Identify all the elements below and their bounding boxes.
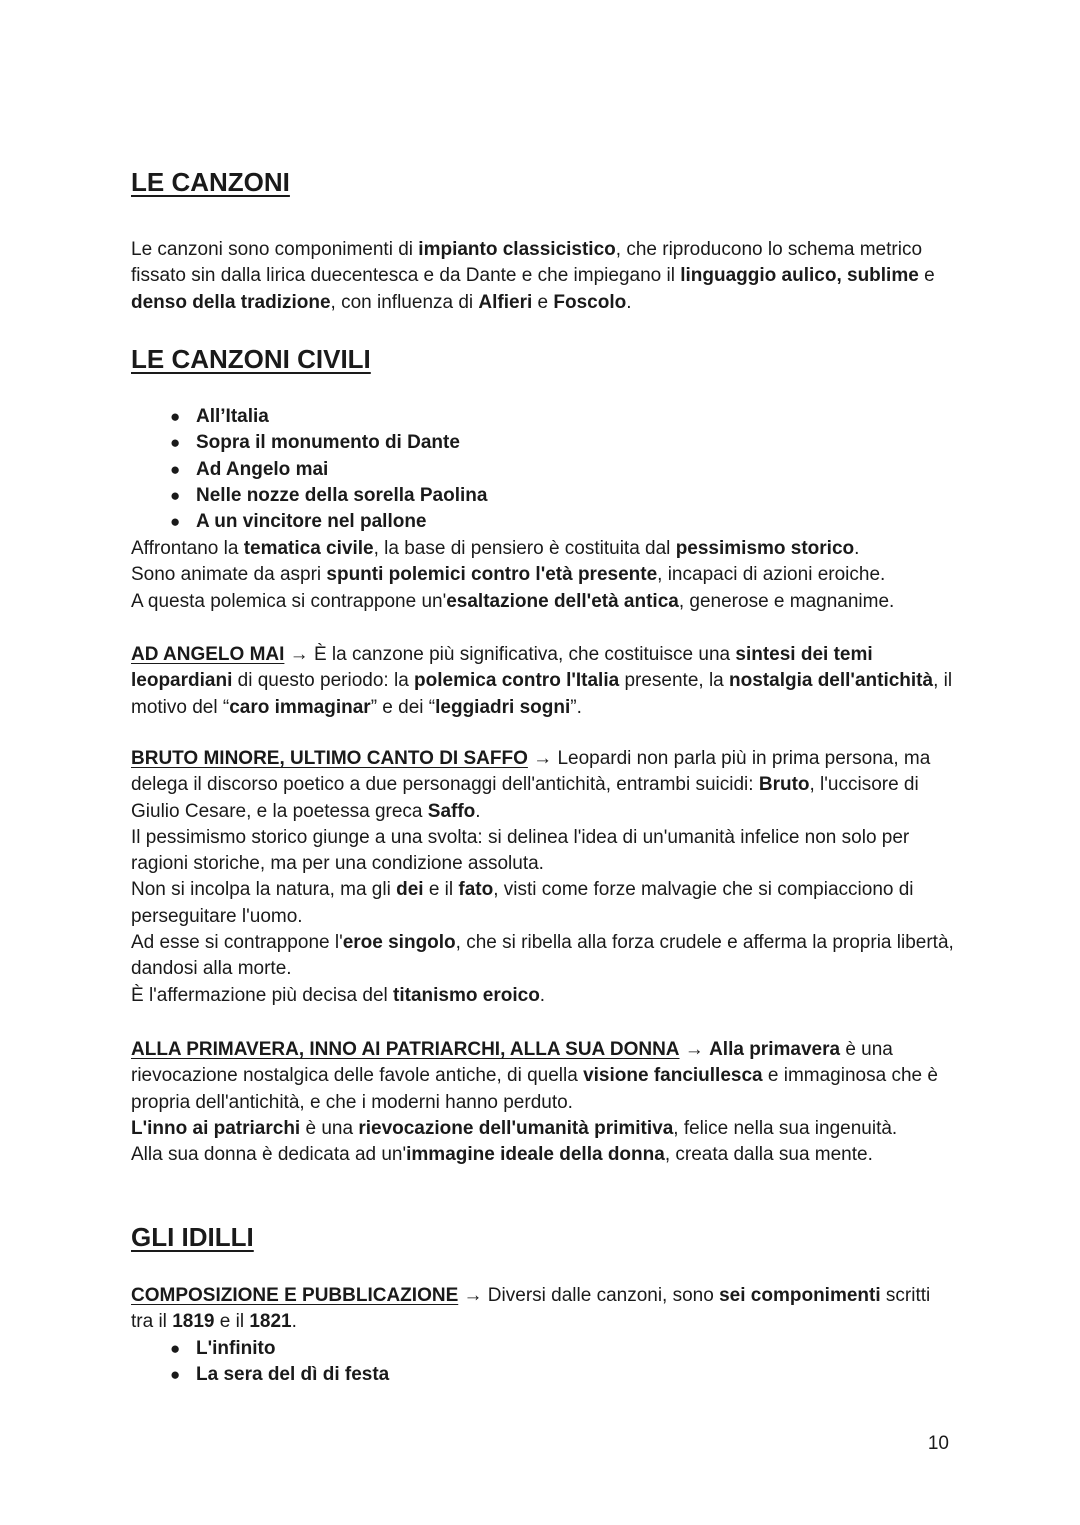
list-item-label: Nelle nozze della sorella Paolina bbox=[196, 484, 488, 506]
text-run: Non si incolpa la natura, ma gli bbox=[131, 879, 397, 901]
text-run: e il bbox=[214, 1311, 250, 1333]
list-item-label: A un vincitore nel pallone bbox=[196, 511, 427, 533]
bold-term: Saffo bbox=[427, 800, 476, 822]
text-run: Ad esse si contrappone l' bbox=[131, 932, 343, 954]
bold-term: immagine ideale della donna bbox=[406, 1144, 665, 1166]
text-run: → bbox=[679, 1039, 710, 1060]
list-item-label: Ad Angelo mai bbox=[196, 458, 329, 480]
list-item bbox=[131, 509, 487, 535]
list-item-label: L'infinito bbox=[196, 1338, 276, 1359]
bullet-icon: ● bbox=[170, 433, 181, 453]
bullet-icon: ● bbox=[170, 485, 181, 505]
bold-term: fato bbox=[458, 879, 494, 901]
text-run: scritti tra il bbox=[131, 1285, 931, 1333]
section-lead-label: AD ANGELO MAI bbox=[131, 644, 285, 665]
heading-idilli: GLI IDILLI bbox=[131, 1222, 254, 1252]
list-item-label: All’Italia bbox=[196, 406, 269, 427]
text-run: . bbox=[539, 984, 546, 1006]
bold-term: sintesi dei temi leopardiani bbox=[131, 644, 873, 692]
text-run: , l'uccisore di Giulio Cesare, e la poetessa greca bbox=[131, 774, 919, 822]
bullet-icon: ● bbox=[170, 1339, 181, 1358]
bold-term: leggiadri sogni bbox=[435, 696, 571, 718]
text-run: , che riproducono lo schema metrico fissato sin dalla lirica duecentesca e da Dante e che impiegano il bbox=[131, 239, 923, 287]
bold-term: spunti polemici contro l'età presente bbox=[326, 564, 658, 586]
paragraph-bruto-saffo bbox=[131, 746, 956, 1009]
bold-term: impianto classicistico bbox=[418, 239, 616, 260]
heading-le-canzoni: LE CANZONI bbox=[131, 167, 290, 197]
bold-term: linguaggio aulico, sublime bbox=[680, 265, 919, 287]
text-run: di questo periodo: la bbox=[232, 670, 415, 692]
text-run: , con influenza di bbox=[330, 291, 479, 313]
bold-term: Alla primavera bbox=[709, 1039, 841, 1060]
text-run: A questa polemica si contrappone un' bbox=[131, 590, 447, 612]
bold-term: Bruto bbox=[758, 774, 810, 796]
text-run: e immaginosa che è propria dell'antichità, e che i moderni hanno perduto. bbox=[131, 1065, 938, 1113]
text-run: , felice nella sua ingenuità. bbox=[673, 1117, 898, 1139]
bold-term: tematica civile bbox=[243, 538, 374, 559]
section-lead-label: COMPOSIZIONE E PUBBLICAZIONE bbox=[131, 1285, 459, 1306]
section-lead-label: BRUTO MINORE, ULTIMO CANTO DI SAFFO bbox=[131, 748, 528, 769]
bold-term: polemica contro l'Italia bbox=[414, 670, 620, 692]
list-item bbox=[131, 483, 487, 509]
text-run: , creata dalla sua mente. bbox=[664, 1144, 873, 1166]
bold-term: denso della tradizione bbox=[131, 291, 331, 313]
bold-term: caro immaginar bbox=[229, 696, 371, 718]
list-item bbox=[131, 404, 487, 430]
text-run: Alla sua donna è dedicata ad un' bbox=[131, 1144, 407, 1166]
bold-term: titanismo eroico bbox=[393, 984, 540, 1006]
bold-term: nostalgia dell'antichità bbox=[729, 670, 934, 692]
text-run: presente, la bbox=[619, 670, 730, 692]
text-run: , il motivo del “ bbox=[131, 670, 953, 718]
text-run: → È la canzone più significativa, che costituisce una bbox=[284, 644, 736, 665]
text-run: , generose e magnanime. bbox=[678, 590, 895, 612]
text-run: , la base di pensiero è costituita dal bbox=[373, 538, 676, 559]
list-canzoni-civili bbox=[131, 404, 487, 535]
section-lead-label: ALLA PRIMAVERA, INNO AI PATRIARCHI, ALLA SUA DONNA bbox=[131, 1039, 680, 1060]
text-run: . bbox=[854, 538, 860, 559]
list-item-label: Sopra il monumento di Dante bbox=[196, 432, 460, 454]
text-run: Le canzoni sono componimenti di bbox=[131, 239, 419, 260]
bold-term: rievocazione dell'umanità primitiva bbox=[358, 1117, 674, 1139]
text-run: ”. bbox=[570, 696, 582, 718]
bold-term: visione fanciullesca bbox=[583, 1065, 763, 1087]
bold-term: pessimismo storico bbox=[675, 538, 855, 559]
paragraph-primavera bbox=[131, 1037, 956, 1168]
list-item bbox=[131, 457, 487, 483]
text-run: e bbox=[918, 265, 935, 287]
text-run: . bbox=[291, 1311, 297, 1333]
bullet-icon: ● bbox=[170, 459, 181, 479]
text-run: Sono animate da aspri bbox=[131, 564, 327, 586]
bold-term: Foscolo bbox=[553, 291, 627, 313]
bold-term: Alfieri bbox=[478, 291, 533, 313]
paragraph-ad-angelo-mai bbox=[131, 642, 956, 721]
list-idilli bbox=[131, 1336, 389, 1389]
text-run: e bbox=[532, 291, 554, 313]
text-run: , visti come forze malvagie che si compiacciono di perseguitare l'uomo. bbox=[131, 879, 914, 927]
text-run: Affrontano la bbox=[131, 538, 244, 559]
bullet-icon: ● bbox=[170, 512, 181, 532]
page-number: 10 bbox=[927, 1433, 949, 1454]
bullet-icon: ● bbox=[170, 407, 181, 426]
text-run: è una bbox=[300, 1117, 359, 1139]
text-run: , che si ribella alla forza crudele e afferma la propria libertà, dandosi alla morte. bbox=[131, 932, 954, 980]
paragraph-canzoni-civili-desc bbox=[131, 536, 956, 615]
text-run: . bbox=[475, 800, 481, 822]
list-item bbox=[131, 1362, 389, 1388]
list-item-label: La sera del dì di festa bbox=[196, 1364, 390, 1386]
paragraph-composizione bbox=[131, 1283, 956, 1336]
text-run: ” e dei “ bbox=[370, 696, 436, 718]
bold-term: 1821 bbox=[249, 1311, 292, 1333]
text-run: e il bbox=[423, 879, 459, 901]
text-run: È l'affermazione più decisa del bbox=[131, 984, 394, 1006]
bold-term: 1819 bbox=[172, 1311, 215, 1333]
text-run: Il pessimismo storico giunge a una svolta: si delinea l'idea di un'umanità infelice non solo per ragioni storiche, ma per una condizione assoluta. bbox=[131, 826, 910, 875]
bold-term: L'inno ai patriarchi bbox=[131, 1117, 301, 1139]
text-run: , incapaci di azioni eroiche. bbox=[657, 564, 886, 586]
text-run: è una rievocazione nostalgica delle favole antiche, di quella bbox=[131, 1039, 893, 1087]
bold-term: sei componimenti bbox=[719, 1285, 881, 1306]
list-item bbox=[131, 430, 487, 456]
heading-canzoni-civili: LE CANZONI CIVILI bbox=[131, 344, 371, 374]
text-run: . bbox=[626, 291, 632, 313]
list-item bbox=[131, 1336, 389, 1362]
text-run: → Leopardi non parla più in prima persona, ma delega il discorso poetico a due personaggi dell'antichità, entrambi suicidi: bbox=[131, 748, 931, 796]
text-run: → Diversi dalle canzoni, sono bbox=[458, 1285, 720, 1306]
bold-term: esaltazione dell'età antica bbox=[446, 590, 679, 612]
bullet-icon: ● bbox=[170, 1365, 181, 1385]
paragraph-canzoni-intro bbox=[131, 237, 956, 316]
bold-term: dei bbox=[396, 879, 424, 901]
bold-term: eroe singolo bbox=[342, 932, 456, 954]
